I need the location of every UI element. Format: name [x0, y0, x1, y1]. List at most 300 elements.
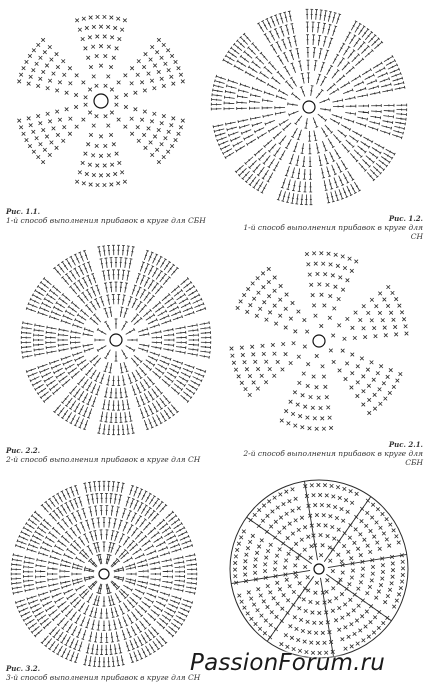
dc-stitch [87, 262, 92, 272]
dc-stitch [151, 573, 161, 576]
sc-stitch [377, 626, 381, 630]
dc-stitch [73, 640, 78, 650]
dc-stitch [188, 384, 197, 390]
dc-stitch [82, 393, 88, 402]
sc-stitch [298, 381, 302, 385]
sc-stitch [349, 489, 353, 493]
sc-stitch [43, 148, 47, 152]
sc-stitch [120, 28, 124, 32]
sc-stitch [231, 354, 235, 358]
dc-stitch [157, 519, 165, 527]
dc-stitch [384, 104, 394, 107]
dc-stitch [30, 604, 39, 609]
dc-stitch [149, 644, 155, 653]
dc-stitch [74, 417, 79, 426]
sc-stitch [338, 276, 342, 280]
sc-stitch [323, 641, 327, 645]
sc-stitch [252, 603, 256, 607]
dc-stitch [293, 142, 298, 152]
sc-stitch [82, 17, 86, 21]
wedge [331, 285, 408, 340]
dc-stitch [71, 371, 79, 378]
dc-stitch [115, 607, 119, 617]
dc-stitch [130, 653, 134, 663]
dc-stitch [17, 604, 27, 609]
sc-stitch [104, 84, 108, 88]
dc-stitch [78, 497, 82, 507]
dc-stitch [72, 573, 82, 576]
dc-stitch [163, 570, 173, 573]
sc-stitch [35, 62, 39, 66]
sc-stitch [391, 568, 395, 572]
sc-stitch [130, 82, 134, 86]
dc-stitch [146, 646, 152, 655]
dc-stitch [321, 76, 327, 86]
dc-stitch [214, 129, 224, 133]
dc-stitch [60, 576, 70, 579]
wedge [230, 341, 307, 396]
sc-stitch [157, 70, 161, 74]
dc-stitch [73, 498, 78, 508]
sc-stitch [266, 549, 270, 553]
dc-stitch [115, 351, 118, 361]
dc-stitch [373, 62, 382, 68]
dc-stitch [254, 128, 264, 134]
sc-stitch [29, 75, 33, 79]
sc-stitch [275, 554, 279, 558]
dc-stitch [245, 157, 254, 165]
dc-stitch [178, 531, 187, 537]
dc-stitch [277, 190, 282, 200]
sc-stitch [326, 534, 330, 538]
dc-stitch [25, 589, 35, 592]
dc-stitch [56, 302, 65, 308]
sc-stitch [55, 146, 59, 150]
dc-stitch [56, 372, 65, 378]
dc-stitch [312, 35, 315, 45]
dc-stitch [112, 400, 115, 410]
sc-stitch [318, 283, 322, 287]
dc-stitch [173, 360, 183, 365]
dc-stitch [163, 575, 173, 578]
dc-stitch [139, 535, 147, 543]
dc-stitch [132, 285, 137, 295]
dc-stitch [88, 507, 91, 517]
sc-stitch [337, 528, 341, 532]
sc-stitch [160, 121, 164, 125]
sc-stitch [84, 95, 88, 99]
dc-stitch [152, 336, 162, 339]
sc-stitch [81, 161, 85, 165]
sc-stitch [248, 540, 252, 544]
dc-stitch [371, 104, 381, 107]
dc-stitch [24, 565, 34, 568]
dc-stitch [175, 580, 185, 583]
sc-stitch [386, 285, 390, 289]
sc-stitch [230, 347, 234, 351]
dc-stitch [174, 561, 184, 564]
sc-stitch [297, 528, 301, 532]
dc-stitch [189, 339, 199, 342]
sc-stitch [267, 294, 271, 298]
dc-stitch [175, 570, 185, 573]
dc-stitch [183, 368, 193, 373]
sc-stitch [399, 372, 403, 376]
sc-stitch [106, 25, 110, 29]
dc-stitch [43, 601, 52, 607]
sc-stitch [267, 500, 271, 504]
dc-stitch [151, 627, 159, 635]
dc-stitch [131, 513, 137, 522]
sc-stitch [350, 353, 354, 357]
sc-stitch [96, 15, 100, 19]
sc-stitch [115, 103, 119, 107]
dc-stitch [49, 610, 58, 617]
sc-stitch [91, 154, 95, 158]
dc-stitch [119, 534, 125, 543]
sc-stitch [103, 15, 107, 19]
dc-stitch [91, 620, 94, 630]
sc-stitch [65, 107, 69, 111]
dc-stitch [134, 317, 142, 324]
sc-stitch [308, 630, 312, 634]
dc-stitch [80, 617, 85, 626]
sc-stitch [359, 581, 363, 585]
sc-stitch [160, 142, 164, 146]
dc-stitch [386, 149, 396, 155]
sc-stitch [286, 599, 290, 603]
dc-stitch [314, 60, 317, 70]
dc-stitch [268, 62, 276, 71]
wedge [320, 104, 407, 139]
dc-stitch [313, 48, 316, 58]
sc-stitch [239, 300, 243, 304]
dc-stitch [91, 397, 96, 407]
sc-stitch [58, 118, 62, 122]
sc-stitch [69, 117, 73, 121]
sc-stitch [356, 364, 360, 368]
sc-stitch [379, 402, 383, 406]
sc-stitch [144, 146, 148, 150]
sc-stitch [153, 112, 157, 116]
sc-stitch [289, 624, 293, 628]
dc-stitch [60, 581, 70, 584]
dc-stitch [372, 147, 381, 154]
dc-stitch [58, 339, 68, 342]
dc-stitch [285, 166, 290, 176]
dc-stitch [23, 575, 33, 578]
dc-stitch [21, 336, 31, 339]
dc-stitch [289, 50, 293, 60]
dc-stitch [136, 301, 143, 310]
sc-stitch [289, 317, 293, 321]
dc-stitch [268, 144, 276, 153]
dc-stitch [297, 168, 300, 178]
dc-stitch [139, 304, 146, 312]
sc-stitch [293, 615, 297, 619]
dc-stitch [157, 415, 163, 424]
sc-stitch [253, 360, 257, 364]
dc-stitch [129, 259, 132, 269]
sc-stitch [377, 590, 381, 594]
dc-stitch [301, 73, 304, 83]
dc-stitch [79, 551, 87, 559]
dc-stitch [45, 605, 54, 611]
caption-fig-1-1 [6, 207, 206, 225]
sc-stitch [149, 58, 153, 62]
dc-stitch [119, 495, 122, 505]
dc-stitch [95, 645, 98, 655]
dc-stitch [46, 336, 56, 339]
dc-stitch [53, 306, 62, 312]
sc-stitch [240, 381, 244, 385]
dc-stitch [23, 570, 33, 573]
sc-stitch [243, 606, 247, 610]
wedge [280, 578, 335, 657]
dc-stitch [77, 314, 86, 321]
sc-stitch [269, 525, 273, 529]
sc-stitch [315, 581, 319, 585]
sc-stitch [306, 620, 310, 624]
dc-stitch [300, 194, 303, 204]
sc-stitch [134, 107, 138, 111]
dc-stitch [277, 71, 285, 80]
sc-stitch [263, 631, 267, 635]
sc-stitch [312, 252, 316, 256]
dc-stitch [397, 108, 407, 111]
figure-label: Рис. 2.1. [388, 440, 423, 449]
dc-stitch [47, 351, 57, 354]
sc-stitch [177, 66, 181, 70]
sc-stitch [153, 64, 157, 68]
dc-stitch [268, 126, 277, 132]
sc-stitch [356, 381, 360, 385]
sc-stitch [99, 64, 103, 68]
dc-stitch [175, 575, 185, 578]
sc-stitch [383, 600, 387, 604]
sc-stitch [350, 576, 354, 580]
sc-stitch [356, 547, 360, 551]
sc-stitch [86, 142, 90, 146]
figure-caption: 1-й способ выполнения прибавок в круге для СН [243, 223, 423, 241]
dc-stitch [357, 94, 367, 97]
sc-stitch [327, 504, 331, 508]
dc-stitch [332, 69, 339, 78]
dc-stitch [63, 314, 73, 319]
dc-stitch [42, 302, 51, 308]
dc-stitch [200, 326, 210, 329]
sc-stitch [331, 274, 335, 278]
sc-stitch [75, 125, 79, 129]
sc-stitch [123, 180, 127, 184]
sc-stitch [381, 621, 385, 625]
sc-stitch [130, 66, 134, 70]
dc-stitch [78, 641, 82, 651]
wedge [97, 351, 134, 435]
dc-stitch [28, 302, 38, 307]
dc-stitch [175, 565, 185, 568]
sc-stitch [58, 80, 62, 84]
sc-stitch [304, 609, 308, 613]
dc-stitch [317, 74, 322, 84]
dc-stitch [347, 186, 353, 196]
dc-stitch [64, 553, 73, 559]
dc-stitch [70, 528, 77, 537]
dc-stitch [130, 498, 135, 508]
sc-stitch [333, 505, 337, 509]
dc-stitch [291, 93, 300, 100]
dc-stitch [171, 596, 181, 600]
sc-stitch [337, 297, 341, 301]
sc-stitch [292, 590, 296, 594]
dc-stitch [180, 535, 189, 540]
sc-stitch [274, 561, 278, 565]
dc-stitch [122, 245, 125, 255]
dc-stitch [348, 50, 355, 59]
sc-stitch [350, 501, 354, 505]
sc-stitch [303, 525, 307, 529]
sc-stitch [282, 593, 286, 597]
dc-stitch [373, 166, 381, 174]
dc-stitch [341, 160, 347, 169]
figure-label: Рис. 1.1. [6, 207, 41, 216]
dc-stitch [383, 121, 393, 124]
sc-stitch [252, 381, 256, 385]
dc-stitch [48, 578, 58, 581]
dc-stitch [378, 72, 388, 77]
sc-stitch [292, 341, 296, 345]
crochet-chart-fig-3-2 [6, 476, 202, 672]
dc-stitch [116, 507, 119, 517]
dc-stitch [62, 293, 70, 300]
dc-stitch [91, 644, 94, 654]
sc-stitch [143, 89, 147, 93]
sc-stitch [247, 591, 251, 595]
sc-stitch [110, 111, 114, 115]
dc-stitch [121, 483, 124, 493]
dc-stitch [237, 107, 247, 110]
sc-stitch [342, 544, 346, 548]
dc-stitch [133, 593, 142, 600]
dc-stitch [35, 530, 44, 536]
dc-stitch [147, 377, 154, 385]
dc-stitch [122, 295, 125, 305]
dc-stitch [189, 344, 199, 347]
dc-stitch [123, 617, 128, 626]
dc-stitch [298, 181, 301, 191]
dc-stitch [223, 59, 233, 65]
dc-stitch [186, 587, 196, 590]
dc-stitch [337, 14, 342, 24]
dc-stitch [230, 137, 240, 142]
sc-stitch [282, 502, 286, 506]
sc-stitch [289, 361, 293, 365]
dc-stitch [43, 277, 51, 284]
dc-stitch [89, 532, 93, 542]
dc-stitch [275, 106, 285, 109]
dc-stitch [356, 87, 366, 91]
dc-stitch [27, 548, 37, 552]
dc-stitch [151, 346, 161, 349]
wedge-edge [326, 574, 391, 621]
sc-stitch [268, 367, 272, 371]
dc-stitch [187, 582, 197, 585]
sc-stitch [329, 263, 333, 267]
sc-stitch [288, 499, 292, 503]
dc-stitch [148, 280, 154, 289]
dc-stitch [64, 589, 73, 595]
sc-stitch [262, 600, 266, 604]
sc-stitch [275, 615, 279, 619]
sc-stitch [88, 163, 92, 167]
dc-stitch [117, 400, 120, 410]
sc-stitch [118, 161, 122, 165]
dc-stitch [86, 495, 89, 505]
sc-stitch [258, 307, 262, 311]
sc-stitch [340, 560, 344, 564]
wedge [213, 111, 299, 159]
dc-stitch [75, 318, 84, 324]
sc-stitch [379, 583, 383, 587]
dc-stitch [169, 368, 178, 374]
dc-stitch [184, 364, 194, 369]
sc-stitch [337, 323, 341, 327]
dc-stitch [376, 67, 386, 73]
sc-stitch [337, 606, 341, 610]
dc-stitch [114, 494, 117, 504]
sc-stitch [265, 318, 269, 322]
sc-stitch [17, 80, 21, 84]
sc-stitch [82, 118, 86, 122]
sc-stitch [364, 625, 368, 629]
dc-stitch [125, 581, 135, 585]
sc-stitch [287, 552, 291, 556]
sc-stitch [293, 391, 297, 395]
dc-stitch [289, 154, 294, 164]
wedge-edge [267, 576, 314, 641]
sc-stitch [142, 133, 146, 137]
dc-stitch [146, 314, 155, 321]
sc-stitch [325, 494, 329, 498]
dc-stitch [117, 482, 120, 492]
dc-stitch [309, 182, 312, 192]
dc-stitch [105, 506, 108, 516]
sc-stitch [118, 37, 122, 41]
dc-stitch [103, 481, 106, 491]
figure-caption: 3-й способ выполнения прибавок в круге для СН [6, 673, 201, 682]
wedge [15, 511, 96, 571]
dc-stitch [151, 330, 161, 333]
sc-stitch [253, 513, 257, 517]
dc-stitch [351, 21, 357, 31]
dc-stitch [240, 36, 248, 44]
sc-stitch [368, 585, 372, 589]
dc-stitch [134, 638, 139, 647]
dc-stitch [131, 626, 137, 635]
dc-stitch [164, 530, 173, 536]
dc-stitch [390, 68, 400, 73]
dc-stitch [309, 169, 312, 179]
dc-stitch [103, 621, 106, 631]
sc-stitch [264, 380, 268, 384]
sc-stitch [243, 573, 247, 577]
dc-stitch [157, 256, 163, 265]
sc-stitch [260, 539, 264, 543]
dc-stitch [115, 388, 118, 398]
dc-stitch [327, 193, 330, 203]
sc-stitch [25, 60, 29, 64]
dc-stitch [240, 55, 249, 62]
